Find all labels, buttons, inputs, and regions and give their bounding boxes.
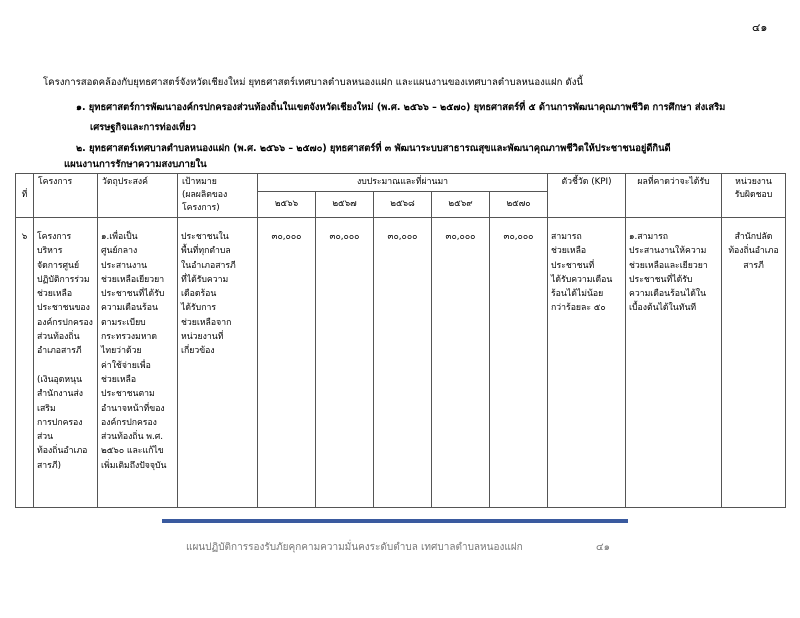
plan-title: แผนงานการรักษาความสงบภายใน <box>64 159 207 170</box>
project-line: จัดการศูนย์ <box>37 260 80 271</box>
project-cell <box>34 218 98 508</box>
kpi-line: ร้อนได้ไม่น้อย <box>551 289 604 300</box>
kpi-cell <box>548 218 626 508</box>
header-agency <box>722 174 786 218</box>
header-row-1 <box>16 174 786 192</box>
project-line: ส่วนท้องถิ่น <box>37 332 80 343</box>
project-line: ช่วยเหลือ <box>37 289 73 300</box>
objective-line: อำนาจหน้าที่ของ <box>101 403 165 414</box>
objective-cell <box>98 218 178 508</box>
agency-line: สำนักปลัด <box>734 232 773 242</box>
objective-line: ไทยว่าด้วย <box>101 346 142 357</box>
objective-line: ช่วยเหลือ <box>101 374 137 385</box>
expected-line: ความเดือนร้อนได้ใน <box>629 289 707 300</box>
header-year: ๒๕๖๖ <box>258 192 316 218</box>
target-line: ที่ได้รับความ <box>181 274 229 285</box>
objective-line: กระทรวงมหาด <box>101 332 158 343</box>
objective-line: ความเดือนร้อน <box>101 303 158 314</box>
header-target <box>178 174 258 218</box>
target-line: หน่วยงานที่ <box>181 332 224 343</box>
expected-line: ประสานงานให้ความ <box>629 246 707 257</box>
budget-2569: ๓๐,๐๐๐ <box>432 218 490 508</box>
header-no: ที่ <box>16 174 34 218</box>
project-note-line: สำนักงานส่งเสริม <box>37 389 83 414</box>
row-number: ๖ <box>16 218 34 508</box>
kpi-line: ได้รับความเดือน <box>551 274 613 285</box>
project-table <box>15 173 786 508</box>
kpi-line: สามารถ <box>551 232 582 242</box>
header-year: ๒๕๗๐ <box>490 192 548 218</box>
strategy-1-line-1: ๑. ยุทธศาสตร์การพัฒนาองค์กรปกครองส่วนท้องถิ่นในเขตจังหวัดเชียงใหม่ (พ.ศ. ๒๕๖๖ – ๒๕๗๐) ยุทธศาสตร์ที่ ๕ ด้านการพัฒนาคุณภาพชีวิต การศึกษา ส่งเสริม <box>76 102 726 113</box>
header-project: โครงการ <box>34 174 98 218</box>
footer-page-number: ๔๑ <box>596 542 610 553</box>
budget-2568: ๓๐,๐๐๐ <box>374 218 432 508</box>
agency-cell <box>722 218 786 508</box>
expected-line: ๑.สามารถ <box>629 232 669 242</box>
header-kpi: ตัวชี้วัด (KPI) <box>548 174 626 218</box>
target-line: ช่วยเหลือจาก <box>181 317 232 328</box>
objective-line: ตามระเบียบ <box>101 317 146 328</box>
objective-line: ประสานงาน <box>101 260 148 271</box>
footer-text: แผนปฏิบัติการรองรับภัยคุกคามความมั่นคงระดับตำบล เทศบาลตำบลหนองแฝก <box>186 542 523 553</box>
objective-line: ศูนย์กลาง <box>101 246 138 257</box>
objective-line: ประชาชนที่ได้รับ <box>101 289 165 300</box>
project-note-line: สารภี) <box>37 460 61 471</box>
header-target-line: (ผลผลิตของ <box>182 190 228 200</box>
project-line: องค์กรปกครอง <box>37 317 93 328</box>
header-expected: ผลที่คาดว่าจะได้รับ <box>626 174 722 218</box>
objective-line: องค์กรปกครอง <box>101 417 157 428</box>
kpi-line: ช่วยเหลือ <box>551 246 587 257</box>
expected-line: ช่วยเหลือและเยียวยา <box>629 260 708 271</box>
expected-cell <box>626 218 722 508</box>
target-line: ในอำเภอสารภี <box>181 260 236 271</box>
header-agency-line: หน่วยงาน <box>735 177 772 187</box>
kpi-line: กว่าร้อยละ ๕๐ <box>551 303 606 314</box>
header-target-line: เป้าหมาย <box>182 177 217 187</box>
header-objective: วัตถุประสงค์ <box>98 174 178 218</box>
agency-line: ท้องถิ่นอำเภอ <box>728 246 779 257</box>
budget-2570: ๓๐,๐๐๐ <box>490 218 548 508</box>
objective-line: ๒๕๖๐ และแก้ไข <box>101 446 164 457</box>
objective-line: เพิ่มเติมถึงปัจจุบัน <box>101 460 167 471</box>
footer-rule <box>162 519 628 523</box>
header-year: ๒๕๖๘ <box>374 192 432 218</box>
objective-line: ค่าใช้จ่ายเพื่อ <box>101 360 151 371</box>
header-year: ๒๕๖๙ <box>432 192 490 218</box>
project-note-line: (เงินอุดหนุน <box>37 374 83 385</box>
objective-line: ประชาชนตาม <box>101 389 155 400</box>
project-line: อำเภอสารภี <box>37 346 82 357</box>
header-budget: งบประมาณและที่ผ่านมา <box>258 174 548 192</box>
header-agency-line: รับผิดชอบ <box>734 190 773 200</box>
project-line: ประชาชนของ <box>37 303 90 314</box>
objective-line: ๑.เพื่อเป็น <box>101 232 138 242</box>
target-line: ได้รับการ <box>181 303 216 314</box>
project-note-line: ท้องถิ่นอำเภอ <box>37 446 88 457</box>
agency-line: สารภี <box>743 260 764 271</box>
header-target-line: โครงการ) <box>182 203 220 213</box>
target-line: เกี่ยวข้อง <box>181 346 215 357</box>
strategy-2: ๒. ยุทธศาสตร์เทศบาลตำบลหนองแฝก (พ.ศ. ๒๕๖๖ – ๒๕๗๐) ยุทธศาสตร์ที่ ๓ พัฒนาระบบสาธารณสุขและพัฒนาคุณภาพชีวิตให้ประชาชนอยู่ดีกินดี <box>76 143 671 154</box>
target-line: เดือดร้อน <box>181 289 217 300</box>
strategy-1-line-2: เศรษฐกิจและการท่องเที่ยว <box>90 122 197 133</box>
expected-line: เบื้องต้นได้ในทันที <box>629 303 697 314</box>
kpi-line: ประชาชนที่ <box>551 260 595 271</box>
objective-line: ส่วนท้องถิ่น พ.ศ. <box>101 432 164 443</box>
objective-line: ช่วยเหลือเยียวยา <box>101 274 165 285</box>
heading: โครงการสอดคล้องกับยุทธศาสตร์จังหวัดเชียงใหม่ ยุทธศาสตร์เทศบาลตำบลหนองแฝก และแผนงานของเทศบาลตำบลหนองแฝก ดังนี้ <box>43 77 583 88</box>
target-line: พื้นที่ทุกตำบล <box>181 246 231 257</box>
table-row <box>16 218 786 508</box>
budget-2566: ๓๐,๐๐๐ <box>258 218 316 508</box>
project-line: โครงการบริหาร <box>37 232 72 257</box>
target-line: ประชาชนใน <box>181 232 229 242</box>
project-line: ปฏิบัติการร่วม <box>37 274 90 285</box>
header-year: ๒๕๖๗ <box>316 192 374 218</box>
project-note-line: การปกครองส่วน <box>37 417 83 443</box>
expected-line: ประชาชนที่ได้รับ <box>629 274 693 285</box>
page-number-top: ๔๑ <box>752 21 768 34</box>
target-cell <box>178 218 258 508</box>
budget-2567: ๓๐,๐๐๐ <box>316 218 374 508</box>
